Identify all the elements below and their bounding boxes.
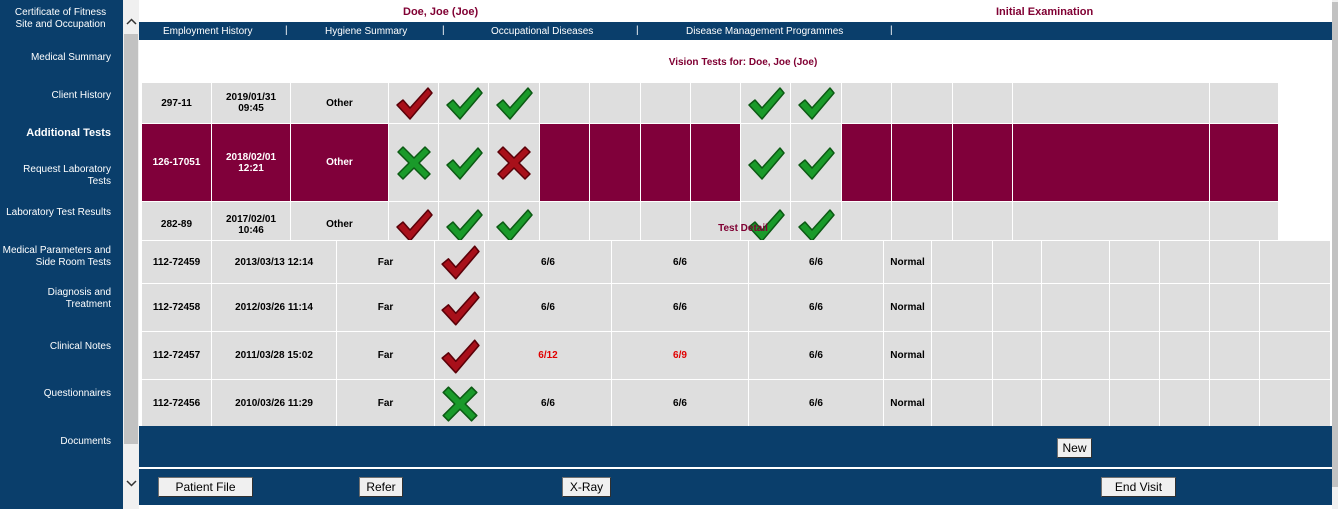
- nav-bar: [139, 22, 1332, 40]
- detail-mark-cell: [435, 380, 485, 428]
- test-detail-row[interactable]: [142, 332, 1331, 380]
- both-eyes-cell: 6/6: [749, 332, 884, 380]
- left-eye-cell: 6/6: [485, 241, 612, 284]
- result-cell: [389, 83, 439, 124]
- cross-mark-icon: [489, 143, 539, 183]
- bottom-action-bar: [139, 469, 1332, 505]
- empty-cell: [1042, 332, 1110, 380]
- result-cell: [741, 124, 791, 202]
- result-cell: [953, 124, 1013, 202]
- sidebar-item-documents[interactable]: Documents: [60, 436, 111, 447]
- detail-id-cell: 112-72458: [142, 284, 212, 332]
- test-detail-title: Test Detail: [718, 223, 768, 234]
- check-mark-icon: [439, 143, 488, 183]
- cross-mark-icon: [389, 143, 438, 183]
- result-cell: [540, 83, 590, 124]
- right-eye-cell: 6/6: [612, 284, 749, 332]
- sidebar-item-clinical-notes[interactable]: Clinical Notes: [49, 341, 111, 352]
- test-detail-row[interactable]: [142, 380, 1331, 428]
- empty-cell: [1210, 380, 1260, 428]
- empty-cell: [1110, 241, 1160, 284]
- detail-distance-cell: Far: [337, 380, 435, 428]
- result-cell: [489, 124, 540, 202]
- result-cell: [953, 83, 1013, 124]
- empty-cell: [1042, 380, 1110, 428]
- empty-cell: [932, 380, 993, 428]
- empty-cell: [1110, 380, 1160, 428]
- sidebar-item-diagnosis-and-treatment[interactable]: Diagnosis and Treatment: [47, 287, 111, 310]
- detail-mark-cell: [435, 332, 485, 380]
- main-content: [139, 0, 1332, 509]
- scroll-down-arrow-icon[interactable]: [123, 476, 139, 490]
- both-eyes-cell: 6/6: [749, 284, 884, 332]
- result-cell: [1013, 83, 1210, 124]
- cross-mark-icon: [435, 383, 484, 425]
- test-time: 10:46: [238, 224, 264, 236]
- nav-separator: |: [285, 25, 288, 36]
- result-cell: [691, 83, 741, 124]
- check-mark-icon: [489, 83, 539, 123]
- refer-button[interactable]: Refer: [359, 477, 403, 497]
- nav-separator: |: [890, 25, 893, 36]
- test-date: 2017/02/01: [225, 213, 277, 225]
- vision-test-row[interactable]: [142, 124, 1279, 202]
- result-cell: [1210, 83, 1279, 124]
- result-cell: [590, 83, 641, 124]
- detail-id-cell: 112-72456: [142, 380, 212, 428]
- detail-distance-cell: Far: [337, 332, 435, 380]
- vision-test-row[interactable]: [142, 83, 1279, 124]
- result-cell: [892, 124, 953, 202]
- nav-occupational-diseases[interactable]: Occupational Diseases: [491, 26, 594, 37]
- empty-cell: [932, 284, 993, 332]
- sidebar-item-medical-summary[interactable]: Medical Summary: [30, 52, 111, 63]
- sidebar-item-additional-tests[interactable]: Additional Tests: [26, 127, 111, 139]
- scroll-up-arrow-icon[interactable]: [123, 14, 139, 28]
- nav-employment-history[interactable]: Employment History: [163, 26, 253, 37]
- result-status-cell: Normal: [884, 284, 932, 332]
- check-mark-icon: [439, 83, 488, 123]
- result-cell: [641, 83, 691, 124]
- both-eyes-cell: 6/6: [749, 241, 884, 284]
- result-cell: [389, 124, 439, 202]
- right-eye-cell: 6/6: [612, 380, 749, 428]
- empty-cell: [993, 241, 1042, 284]
- result-cell: [791, 83, 842, 124]
- right-eye-cell: 6/9: [612, 332, 749, 380]
- test-date: 2019/01/31: [225, 92, 277, 103]
- sidebar-scroll-thumb[interactable]: [124, 34, 138, 444]
- detail-datetime-cell: 2013/03/13 12:14: [212, 241, 337, 284]
- test-detail-row[interactable]: [142, 241, 1331, 284]
- test-type-cell: Other: [291, 202, 389, 248]
- left-eye-cell: 6/6: [485, 380, 612, 428]
- sidebar-item-request-laboratory-tests[interactable]: Request Laboratory Tests: [23, 164, 111, 187]
- test-type-cell: Other: [291, 83, 389, 124]
- check-mark-icon: [435, 287, 484, 329]
- detail-distance-cell: Far: [337, 241, 435, 284]
- sidebar: [0, 0, 123, 509]
- empty-cell: [1160, 332, 1210, 380]
- left-eye-cell: 6/6: [485, 284, 612, 332]
- test-detail-table: [141, 240, 1331, 428]
- empty-cell: [1160, 380, 1210, 428]
- result-cell: [641, 124, 691, 202]
- sidebar-scrollbar[interactable]: [123, 0, 139, 509]
- test-datetime-cell: [212, 124, 291, 202]
- empty-cell: [1160, 284, 1210, 332]
- result-cell: [842, 83, 892, 124]
- empty-cell: [993, 332, 1042, 380]
- result-cell: [439, 124, 489, 202]
- empty-cell: [1210, 241, 1260, 284]
- main-scrollbar[interactable]: [1332, 0, 1338, 509]
- detail-id-cell: 112-72457: [142, 332, 212, 380]
- empty-cell: [932, 332, 993, 380]
- test-id-cell: 297-11: [142, 83, 212, 124]
- empty-cell: [1260, 284, 1331, 332]
- check-mark-icon: [741, 143, 790, 183]
- test-datetime-cell: [212, 83, 291, 124]
- empty-cell: [1110, 284, 1160, 332]
- detail-distance-cell: Far: [337, 284, 435, 332]
- empty-cell: [1210, 332, 1260, 380]
- result-cell: [540, 124, 590, 202]
- result-cell: [842, 124, 892, 202]
- test-id-cell: 282-89: [142, 202, 212, 248]
- new-button-bar: [139, 426, 1332, 467]
- empty-cell: [1110, 332, 1160, 380]
- nav-separator: |: [442, 25, 445, 36]
- result-cell: [1210, 124, 1279, 202]
- vision-tests-title: Vision Tests for: Doe, Joe (Joe): [668, 57, 818, 68]
- both-eyes-cell: 6/6: [749, 380, 884, 428]
- sidebar-item-certificate-of-fitness[interactable]: Certificate of Fitness Site and Occupation: [14, 7, 107, 30]
- result-status-cell: Normal: [884, 332, 932, 380]
- empty-cell: [1210, 284, 1260, 332]
- new-button[interactable]: New: [1057, 438, 1092, 458]
- empty-cell: [993, 284, 1042, 332]
- sidebar-item-questionnaires[interactable]: Questionnaires: [43, 388, 111, 399]
- empty-cell: [932, 241, 993, 284]
- result-cell: [691, 124, 741, 202]
- check-mark-icon: [741, 83, 790, 123]
- detail-datetime-cell: 2011/03/28 15:02: [212, 332, 337, 380]
- patient-name: Doe, Joe (Joe): [403, 6, 479, 18]
- test-detail-row[interactable]: [142, 284, 1331, 332]
- check-mark-icon: [435, 241, 484, 283]
- detail-mark-cell: [435, 241, 485, 284]
- result-cell: [439, 83, 489, 124]
- nav-hygiene-summary[interactable]: Hygiene Summary: [325, 26, 408, 37]
- empty-cell: [1260, 380, 1331, 428]
- detail-datetime-cell: 2010/03/26 11:29: [212, 380, 337, 428]
- sidebar-item-laboratory-test-results[interactable]: Laboratory Test Results: [6, 207, 111, 218]
- test-date: 2018/02/01: [225, 151, 277, 163]
- detail-mark-cell: [435, 284, 485, 332]
- detail-id-cell: 112-72459: [142, 241, 212, 284]
- empty-cell: [1260, 332, 1331, 380]
- empty-cell: [993, 380, 1042, 428]
- test-id-cell: 126-17051: [142, 124, 212, 202]
- test-time: 12:21: [238, 162, 264, 174]
- empty-cell: [1260, 241, 1331, 284]
- check-mark-icon: [389, 83, 438, 123]
- empty-cell: [1042, 284, 1110, 332]
- sidebar-item-client-history[interactable]: Client History: [51, 90, 111, 101]
- end-visit-button[interactable]: End Visit: [1101, 477, 1176, 497]
- result-cell: [1013, 124, 1210, 202]
- result-cell: [741, 83, 791, 124]
- check-mark-icon: [791, 143, 841, 183]
- nav-separator: |: [636, 25, 639, 36]
- header-row: [139, 0, 1332, 22]
- check-mark-icon: [435, 335, 484, 377]
- result-cell: [590, 124, 641, 202]
- xray-button[interactable]: X-Ray: [562, 477, 611, 497]
- main-scroll-thumb[interactable]: [1332, 2, 1338, 487]
- exam-type: Initial Examination: [996, 6, 1094, 18]
- test-type-cell: Other: [291, 124, 389, 202]
- empty-cell: [1042, 241, 1110, 284]
- sidebar-item-medical-parameters[interactable]: Medical Parameters and Side Room Tests: [2, 245, 111, 268]
- result-cell: [892, 83, 953, 124]
- nav-disease-management[interactable]: Disease Management Programmes: [686, 26, 844, 37]
- right-eye-cell: 6/6: [612, 241, 749, 284]
- check-mark-icon: [791, 83, 841, 123]
- test-time: 09:45: [238, 103, 264, 114]
- result-status-cell: Normal: [884, 241, 932, 284]
- patient-file-button[interactable]: Patient File: [158, 477, 253, 497]
- result-cell: [791, 124, 842, 202]
- result-cell: [489, 83, 540, 124]
- detail-datetime-cell: 2012/03/26 11:14: [212, 284, 337, 332]
- empty-cell: [1160, 241, 1210, 284]
- left-eye-cell: 6/12: [485, 332, 612, 380]
- result-status-cell: Normal: [884, 380, 932, 428]
